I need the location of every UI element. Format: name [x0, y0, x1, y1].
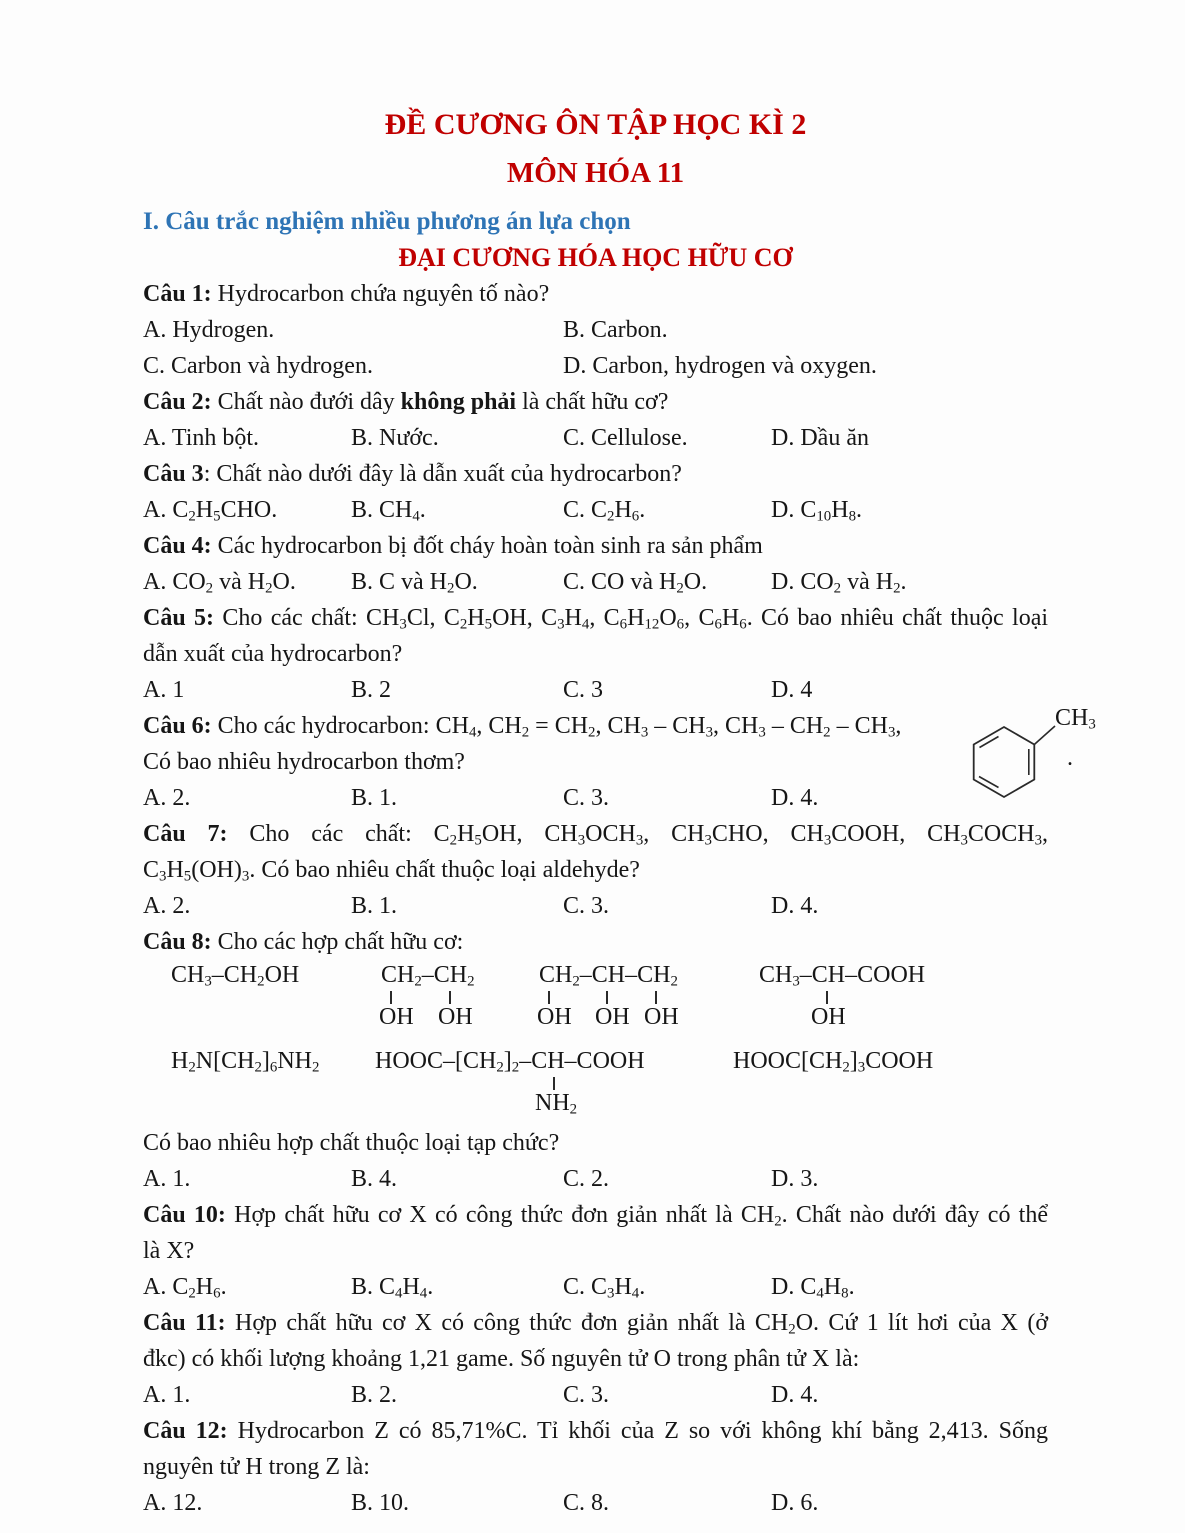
- question-4-options: [143, 564, 1048, 600]
- option-c: C. CO và $H_2O$.: [563, 569, 708, 597]
- question-5-line1: [143, 600, 1048, 636]
- option-d: D. 4.: [771, 893, 819, 919]
- question-label: Câu 3: [143, 461, 204, 487]
- label-separator: :: [203, 461, 217, 487]
- option-b: B. 2: [351, 677, 392, 703]
- option-a: A. 1.: [143, 1382, 191, 1408]
- question-text: Hợp chất hữu cơ X có công thức đơn giản nhất là $CH_2O$. Cứ 1 lít hơi của X (ở: [225, 1310, 1049, 1338]
- hydroxyl-label: OH: [379, 1004, 414, 1030]
- option-d: D. $C_4H_8$.: [771, 1274, 855, 1302]
- question-label: Câu 4:: [143, 533, 212, 559]
- amine-label: $NH_2$: [535, 1090, 578, 1118]
- hydroxyl-label: OH: [644, 1004, 679, 1030]
- question-label: Câu 8:: [143, 929, 212, 955]
- question-11-options: [143, 1377, 1048, 1413]
- question-10-line2: là X?: [143, 1238, 195, 1264]
- question-label: Câu 5:: [143, 605, 215, 631]
- question-11-line1: [143, 1305, 1048, 1341]
- question-2-options: [143, 420, 1048, 456]
- question-8-structures: [143, 960, 1048, 1125]
- question-label: Câu 10:: [143, 1202, 226, 1228]
- option-b: B. 1.: [351, 785, 398, 811]
- structure-diamine: [171, 1048, 319, 1074]
- question-3-options: [143, 492, 1048, 528]
- option-b: B. Carbon.: [563, 317, 668, 343]
- question-8-question-line: Có bao nhiêu hợp chất thuộc loại tạp chức?: [143, 1130, 560, 1156]
- question-text: Cho các chất: $CH_3Cl$, $C_2H_5OH$, $C_3H_4$, $C_6H_{12}O_6$, $C_6H_6$. Có bao nhiêu chất thuộc loại: [214, 605, 1049, 633]
- option-c: C. 2.: [563, 1166, 610, 1192]
- option-d: D. 4.: [771, 1382, 819, 1408]
- option-d: D. 6.: [771, 1490, 819, 1516]
- option-a: A. 1.: [143, 1166, 191, 1192]
- question-text: Chất nào đưới dây: [211, 389, 401, 415]
- option-d: D. 4: [771, 677, 813, 703]
- question-text: Hydrocarbon Z có 85,71%C. Tỉ khối của Z so với không khí bằng 2,413. Sống: [227, 1418, 1048, 1444]
- ring-substituent-label: $CH_3$: [1055, 705, 1096, 733]
- option-a: A. Hydrogen.: [143, 317, 275, 343]
- option-c: C. $C_3H_4$.: [563, 1274, 646, 1302]
- bond-line: [548, 991, 550, 1004]
- page-title: ĐỀ CƯƠNG ÔN TẬP HỌC KÌ 2: [384, 108, 807, 141]
- formula: $CH_2-CH_2$: [381, 962, 475, 990]
- question-1-text: [143, 276, 1048, 312]
- question-text: Hợp chất hữu cơ X có công thức đơn giản nhất là $CH_2$. Chất nào dưới đây có thể: [225, 1202, 1048, 1230]
- hydroxyl-label: OH: [595, 1004, 630, 1030]
- option-d: D. $CO_2$ và $H_2$.: [771, 569, 907, 597]
- question-text: Các hydrocarbon bị đốt cháy hoàn toàn sinh ra sản phẩm: [211, 533, 763, 559]
- option-c: C. 3.: [563, 785, 610, 811]
- question-7-line2: $C_3H_5(OH)_3$. Có bao nhiêu chất thuộc loại aldehyde?: [143, 857, 640, 885]
- question-label: Câu 6:: [143, 713, 212, 739]
- question-label: Câu 7:: [143, 821, 228, 847]
- option-a: A. 12.: [143, 1490, 203, 1516]
- question-6-line2: Có bao nhiêu hydrocarbon thơm?: [143, 749, 465, 775]
- question-8-options: [143, 1161, 1048, 1197]
- question-6-line1: [143, 708, 1048, 744]
- question-10-line1: [143, 1197, 1048, 1233]
- question-2: [143, 384, 1048, 456]
- formula: $CH_2-CH-CH_2$: [539, 962, 678, 990]
- question-6: [143, 705, 1096, 816]
- bond-line: [826, 991, 828, 1004]
- question-1-options-row2: [143, 348, 1048, 384]
- option-b: B. $CH_4$.: [351, 497, 426, 525]
- hydroxyl-label: OH: [438, 1004, 473, 1030]
- question-2-text: [143, 384, 1048, 420]
- hydroxyl-label: OH: [811, 1004, 846, 1030]
- option-a: A. Tinh bột.: [143, 425, 260, 451]
- question-3-text: [143, 456, 1048, 492]
- section-heading: I. Câu trắc nghiệm nhiều phương án lựa chọn: [143, 208, 631, 235]
- question-6-options: [143, 780, 1048, 816]
- option-d: D. $C_{10}H_8$.: [771, 497, 862, 525]
- question-11: [143, 1305, 1048, 1413]
- option-c: C. 3.: [563, 893, 610, 919]
- option-c: C. $C_2H_6$.: [563, 497, 646, 525]
- option-d: D. Carbon, hydrogen và oxygen.: [563, 353, 877, 379]
- question-11-line2: đkc) có khối lượng khoảng 1,21 game. Số nguyên tử O trong phân tử X là:: [143, 1346, 860, 1372]
- question-text: Chất nào dưới đây là dẫn xuất của hydrocarbon?: [216, 461, 682, 487]
- formula: $H_2N[CH_2]_6NH_2$: [171, 1048, 320, 1076]
- option-b: B. 1.: [351, 893, 398, 919]
- question-text: Hydrocarbon chứa nguyên tố nào?: [211, 281, 550, 307]
- bond-line: [655, 991, 657, 1004]
- question-12-line1: [143, 1413, 1048, 1449]
- option-c: C. Cellulose.: [563, 425, 688, 451]
- question-7-line1: [143, 816, 1048, 852]
- formula: $CH_3-CH_2OH$: [171, 962, 300, 990]
- subject-title: MÔN HÓA 11: [506, 157, 685, 189]
- question-text: Cho các chất: $C_2H_5OH$, $CH_3OCH_3$, $CH_3CHO$, $CH_3COOH$, $CH_3COCH_3$,: [227, 821, 1049, 849]
- structure-diol: [379, 962, 475, 1030]
- bond-line: [449, 991, 451, 1004]
- structure-diacid: [733, 1048, 933, 1074]
- question-7: [143, 816, 1048, 924]
- option-c: C. Carbon và hydrogen.: [143, 353, 373, 379]
- option-a: A. 2.: [143, 893, 191, 919]
- bond-line: [606, 991, 608, 1004]
- option-a: A. $C_2H_6$.: [143, 1274, 227, 1302]
- option-c: C. 8.: [563, 1490, 610, 1516]
- option-d: D. 3.: [771, 1166, 819, 1192]
- formula: $HOOC[CH_2]_3COOH$: [733, 1048, 934, 1076]
- option-b: B. 10.: [351, 1490, 410, 1516]
- option-b: B. 2.: [351, 1382, 398, 1408]
- question-12: [143, 1413, 1048, 1521]
- question-3: [143, 456, 1048, 528]
- hydroxyl-label: OH: [537, 1004, 572, 1030]
- question-8-intro: [143, 924, 1048, 960]
- question-label: Câu 12:: [143, 1418, 228, 1444]
- option-b: B. Nước.: [351, 425, 439, 451]
- structure-ethanol: [171, 962, 299, 988]
- option-b: B. $C_4H_4$.: [351, 1274, 434, 1302]
- question-10: [143, 1197, 1048, 1305]
- option-d: D. 4.: [771, 785, 819, 811]
- question-8: [143, 924, 1048, 1197]
- question-label: Câu 1:: [143, 281, 212, 307]
- question-text-bold: không phải: [400, 389, 517, 415]
- topic-heading: ĐẠI CƯƠNG HÓA HỌC HỮU CƠ: [398, 243, 793, 272]
- formula: $CH_3-CH$–COOH: [759, 962, 926, 990]
- option-b: B. 4.: [351, 1166, 398, 1192]
- option-a: A. $CO_2$ và $H_2O$.: [143, 569, 296, 597]
- question-label: Câu 2:: [143, 389, 212, 415]
- question-12-line2: nguyên tử H trong Z là:: [143, 1454, 370, 1480]
- question-5-options: [143, 672, 1048, 708]
- question-4-text: [143, 528, 1048, 564]
- question-text: là chất hữu cơ?: [516, 389, 669, 415]
- structure-triol: [537, 962, 679, 1030]
- question-12-options: [143, 1485, 1048, 1521]
- bond-line: [390, 991, 392, 1004]
- question-1-options-row1: [143, 312, 1048, 348]
- option-d: D. Dầu ăn: [771, 425, 869, 451]
- question-10-options: [143, 1269, 1048, 1305]
- question-text: Cho các hợp chất hữu cơ:: [211, 929, 464, 955]
- option-c: C. 3: [563, 677, 604, 703]
- structure-amino-diacid: [375, 1048, 645, 1118]
- question-7-options: [143, 888, 1048, 924]
- option-a: A. 1: [143, 677, 185, 703]
- bond-line: [553, 1077, 555, 1090]
- toluene-structure: [949, 700, 1109, 806]
- option-c: C. 3.: [563, 1382, 610, 1408]
- question-text: Cho các hydrocarbon: $CH_4$, $CH_2 = CH_2$, $CH_3 - CH_3$, $CH_3 - CH_2 - CH_3$,: [211, 713, 902, 741]
- option-b: B. C và $H_2O$.: [351, 569, 478, 597]
- structure-hydroxy-acid: [759, 962, 926, 1030]
- formula: HOOC–$[CH_2]_2-CH$–COOH: [375, 1048, 645, 1076]
- question-1: [143, 276, 1048, 384]
- question-4: [143, 528, 1048, 600]
- option-a: A. 2.: [143, 785, 191, 811]
- question-5-line2: dẫn xuất của hydrocarbon?: [143, 641, 403, 667]
- question-label: Câu 11:: [143, 1310, 226, 1336]
- question-5: [143, 600, 1048, 708]
- sentence-period: .: [1067, 745, 1073, 771]
- option-a: A. $C_2H_5CHO$.: [143, 497, 278, 525]
